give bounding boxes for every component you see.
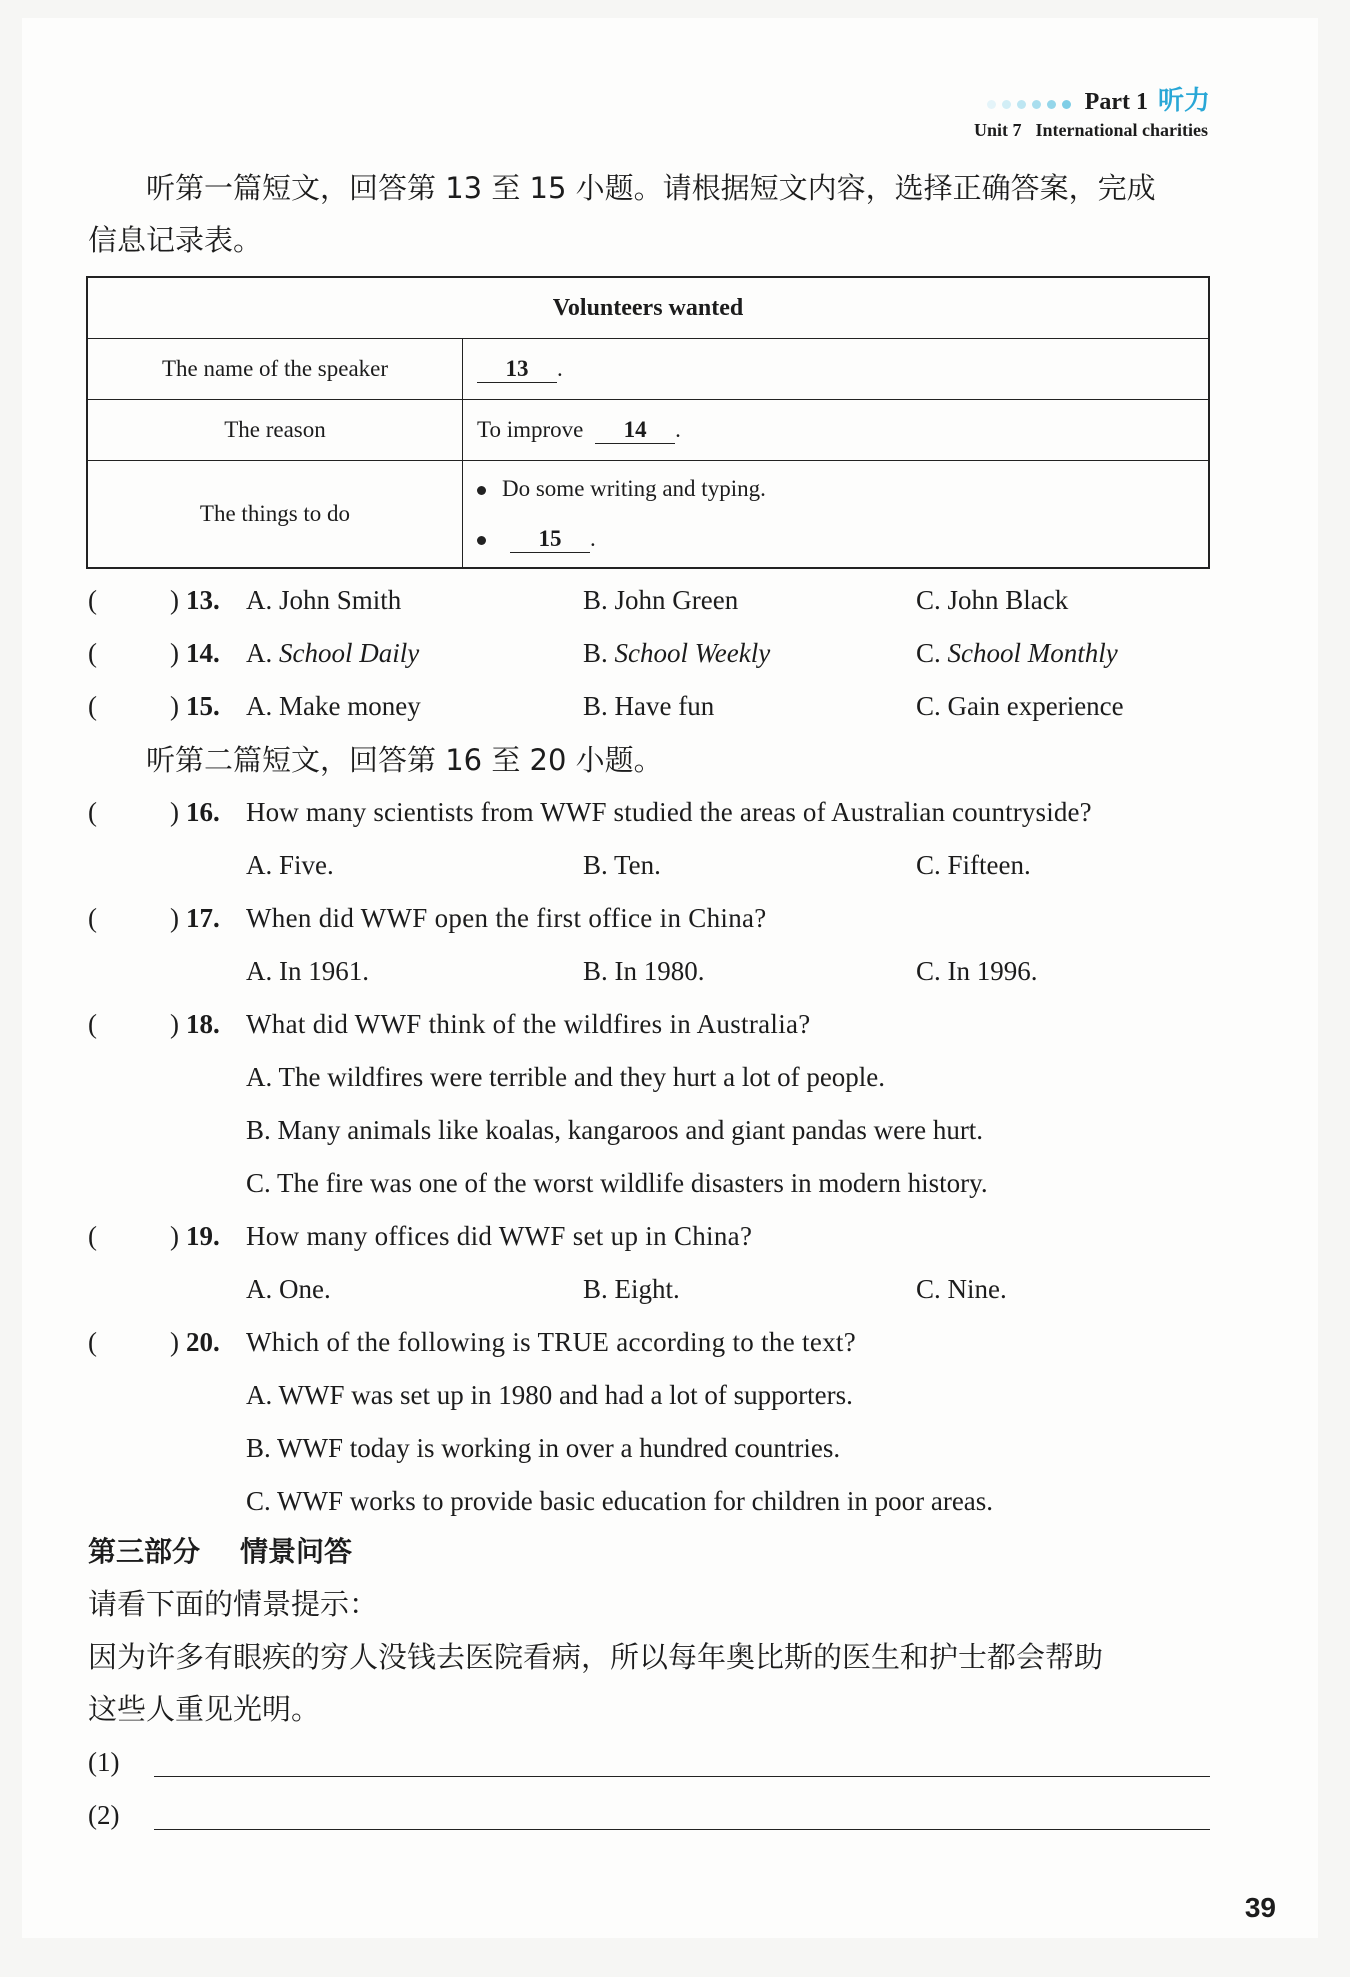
option-c: C. The fire was one of the worst wildlife disasters in modern history. (246, 1168, 988, 1198)
option-c: C. Gain experience (916, 691, 1124, 721)
option-c (916, 628, 1118, 678)
part-label: Part 1 (1084, 89, 1148, 115)
option-b: B. Ten. (583, 850, 661, 880)
question-number: 15. (186, 691, 220, 721)
option-a: A. Make money (246, 691, 421, 721)
answer-line-1[interactable] (88, 1737, 1210, 1787)
question-number: 20. (186, 1327, 220, 1357)
question-17 (88, 893, 1218, 943)
question-stem: How many offices did WWF set up in China? (246, 1221, 753, 1251)
question-stem: When did WWF open the first office in China? (246, 903, 767, 933)
answer-label: (2) (88, 1800, 120, 1830)
option-b: B. John Green (583, 585, 739, 615)
answer-bracket-close: ) (170, 585, 179, 615)
answer-bracket-close: ) (170, 638, 179, 668)
option-text: School Monthly (947, 638, 1118, 668)
question-16 (88, 787, 1218, 837)
question-18 (88, 999, 1218, 1049)
scene-prompt: 请看下面的情景提示： (88, 1587, 379, 1621)
question-13 (88, 575, 1218, 625)
option-a: A. John Smith (246, 585, 402, 615)
answer-bracket-open[interactable]: ( (88, 903, 97, 933)
answer-bracket-open[interactable]: ( (88, 691, 97, 721)
option-letter: A. (246, 638, 279, 668)
unit-header (974, 120, 1208, 141)
answer-bracket-open[interactable]: ( (88, 1327, 97, 1357)
row-label: The things to do (87, 461, 463, 569)
decorative-dots (987, 100, 1071, 109)
answer-bracket-open[interactable]: ( (88, 1009, 97, 1039)
row-label: The reason (87, 400, 463, 461)
section-name: 情景问答 (240, 1535, 353, 1568)
bullet-text: Do some writing and typing. (502, 476, 766, 501)
unit-number: Unit 7 (973, 120, 1022, 140)
option-a: A. WWF was set up in 1980 and had a lot of supporters. (246, 1380, 853, 1410)
table-row (87, 400, 1209, 461)
answer-bracket-close: ) (170, 797, 179, 827)
volunteers-table (86, 276, 1210, 569)
option-b (583, 628, 770, 678)
option-a: A. Five. (246, 850, 334, 880)
answer-blank[interactable]: 13 (477, 356, 557, 383)
question-15 (88, 681, 1218, 731)
answer-bracket-open[interactable]: ( (88, 1221, 97, 1251)
answer-blank[interactable]: 14 (595, 417, 675, 444)
bullet-item (465, 464, 1207, 514)
option-c: C. In 1996. (916, 956, 1038, 986)
bullet-item (465, 514, 1207, 564)
option-letter: B. (583, 638, 615, 668)
option-a: A. In 1961. (246, 956, 369, 986)
part-chinese-label: 听力 (1157, 86, 1210, 116)
option-b: B. Many animals like koalas, kangaroos and giant pandas were hurt. (246, 1115, 984, 1145)
answer-bracket-close: ) (170, 1221, 179, 1251)
option-text: School Weekly (614, 638, 771, 668)
question-20 (88, 1317, 1218, 1367)
answer-bracket-open[interactable]: ( (88, 797, 97, 827)
question-number: 13. (186, 585, 220, 615)
option-c: C. Fifteen. (916, 850, 1031, 880)
question-stem: Which of the following is TRUE according to the text? (246, 1327, 857, 1357)
answer-bracket-open[interactable]: ( (88, 585, 97, 615)
answer-bracket-open[interactable]: ( (88, 638, 97, 668)
answer-underline[interactable] (154, 1776, 1210, 1777)
answer-bracket-close: ) (170, 1009, 179, 1039)
punctuation: . (675, 416, 681, 442)
option-b: B. In 1980. (583, 956, 705, 986)
instruction-line: 听第一篇短文，回答第 13 至 15 小题。请根据短文内容，选择正确答案，完成 (146, 171, 1156, 205)
question-stem: How many scientists from WWF studied the areas of Australian countryside? (246, 797, 1092, 827)
option-a (246, 628, 419, 678)
page-header (987, 80, 1210, 117)
answer-blank[interactable]: 15 (510, 526, 590, 553)
answer-bracket-close: ) (170, 903, 179, 933)
answer-underline[interactable] (154, 1829, 1210, 1830)
instruction-line: 信息记录表。 (88, 223, 263, 257)
answer-bracket-close: ) (170, 1327, 179, 1357)
question-19 (88, 1211, 1218, 1261)
bullet-icon (477, 486, 486, 495)
section-title (88, 1530, 352, 1570)
question-number: 19. (186, 1221, 220, 1251)
page-number: 39 (1244, 1892, 1276, 1923)
scene-line: 这些人重见光明。 (88, 1692, 321, 1726)
punctuation: . (590, 526, 596, 551)
question-number: 14. (186, 638, 220, 668)
option-b: B. Eight. (583, 1274, 680, 1304)
instruction-part2: 听第二篇短文，回答第 16 至 20 小题。 (146, 743, 663, 777)
option-c: C. John Black (916, 585, 1069, 615)
option-letter: C. (916, 638, 948, 668)
question-number: 16. (186, 797, 220, 827)
table-row (87, 339, 1209, 400)
table-row (87, 461, 1209, 569)
option-c: C. Nine. (916, 1274, 1007, 1304)
option-b: B. WWF today is working in over a hundred countries. (246, 1433, 841, 1463)
bullet-icon (477, 536, 486, 545)
row-value (463, 461, 1210, 569)
question-14 (88, 628, 1218, 678)
section-number: 第三部分 (88, 1535, 201, 1568)
row-value (463, 400, 1210, 461)
answer-bracket-close: ) (170, 691, 179, 721)
table-title: Volunteers wanted (87, 277, 1209, 339)
option-text: School Daily (279, 638, 420, 668)
punctuation: . (557, 355, 563, 381)
scene-description (88, 1631, 1208, 1735)
answer-label: (1) (88, 1747, 120, 1777)
option-a: A. One. (246, 1274, 331, 1304)
option-c: C. WWF works to provide basic education for children in poor areas. (246, 1486, 994, 1516)
question-number: 17. (186, 903, 220, 933)
row-value (463, 339, 1210, 400)
answer-line-2[interactable] (88, 1790, 1210, 1840)
row-label: The name of the speaker (87, 339, 463, 400)
unit-title: International charities (1035, 120, 1208, 140)
option-b: B. Have fun (583, 691, 715, 721)
option-a: A. The wildfires were terrible and they hurt a lot of people. (246, 1062, 886, 1092)
scene-line: 因为许多有眼疾的穷人没钱去医院看病，所以每年奥比斯的医生和护士都会帮助 (88, 1640, 1104, 1674)
instruction-part1 (88, 162, 1208, 266)
question-number: 18. (186, 1009, 220, 1039)
row-prefix: To improve (477, 416, 584, 442)
question-stem: What did WWF think of the wildfires in Australia? (246, 1009, 811, 1039)
